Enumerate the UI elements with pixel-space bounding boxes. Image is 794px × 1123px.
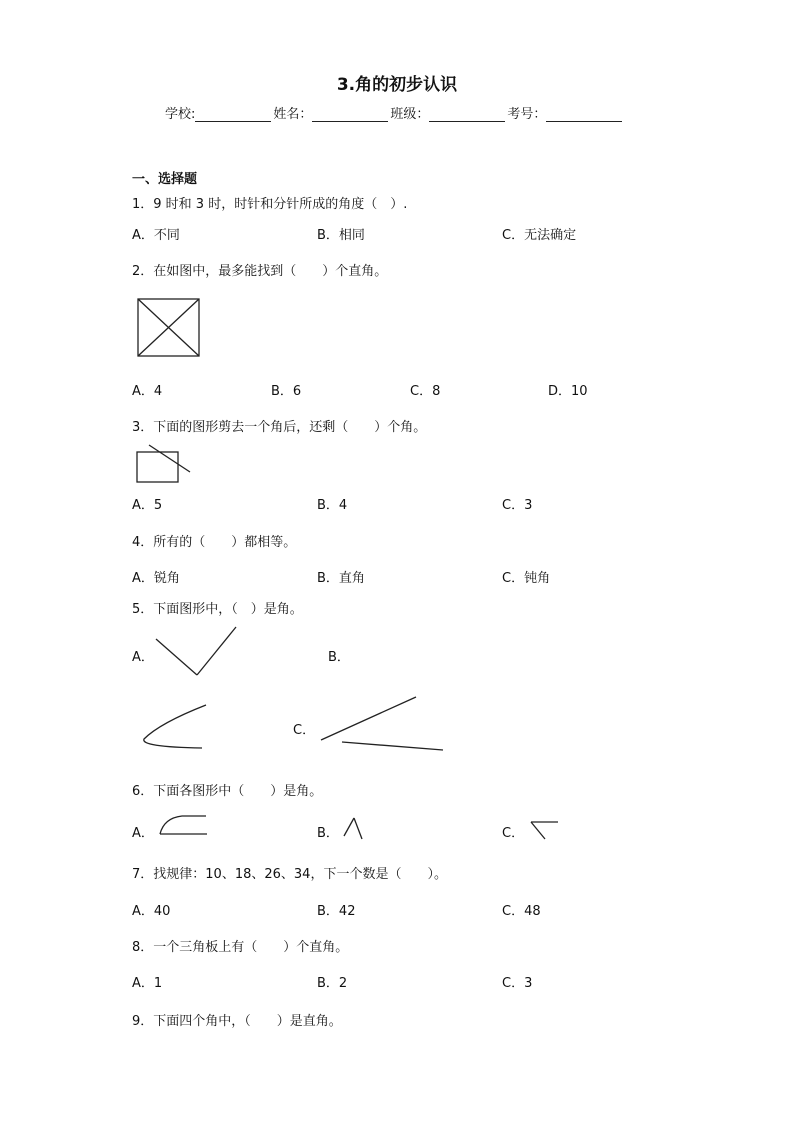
q2-option-d[interactable]: D．10: [548, 384, 588, 399]
q1-option-c[interactable]: C．无法确定: [502, 228, 577, 243]
q3-option-a[interactable]: A．5: [132, 498, 163, 513]
school-blank[interactable]: [195, 108, 271, 122]
question-2-text: 2．在如图中，最多能找到（ ）个直角。: [132, 264, 388, 279]
question-5-text: 5．下面图形中，（ ）是角。: [132, 602, 303, 617]
q3-option-b[interactable]: B．4: [317, 498, 348, 513]
class-blank[interactable]: [429, 108, 505, 122]
question-3-text: 3．下面的图形剪去一个角后，还剩（ ）个角。: [132, 420, 427, 435]
q2-option-b[interactable]: B．6: [271, 384, 302, 399]
class-label: 班级：: [390, 107, 430, 122]
q4-option-b[interactable]: B．直角: [317, 571, 365, 586]
q6-option-a[interactable]: A．: [132, 826, 154, 841]
q4-option-a[interactable]: A．锐角: [132, 571, 180, 586]
q7-option-b[interactable]: B．42: [317, 904, 356, 919]
q6-curved-corner-figure: [158, 814, 210, 838]
q5-angle-figure-a: [155, 626, 239, 678]
q8-option-a[interactable]: A．1: [132, 976, 163, 991]
question-8-text: 8．一个三角板上有（ ）个直角。: [132, 940, 349, 955]
q2-option-a[interactable]: A．4: [132, 384, 163, 399]
q5-option-b[interactable]: B．: [328, 650, 350, 665]
q8-option-c[interactable]: C．3: [502, 976, 533, 991]
question-6-text: 6．下面各图形中（ ）是角。: [132, 784, 323, 799]
student-info-line: [165, 103, 624, 122]
q5-option-a[interactable]: A．: [132, 650, 154, 665]
exam-no-label: 考号：: [507, 107, 547, 122]
school-label: 学校:: [165, 107, 196, 122]
name-label: 姓名：: [273, 107, 313, 122]
section-heading: 一、选择题: [132, 172, 198, 187]
exam-no-blank[interactable]: [546, 108, 622, 122]
q6-angle-figure: [342, 815, 366, 841]
q7-option-a[interactable]: A．40: [132, 904, 171, 919]
question-4-text: 4．所有的（ ）都相等。: [132, 535, 297, 550]
rectangle-cut-line-figure: [136, 444, 196, 486]
q1-option-a[interactable]: A．不同: [132, 228, 180, 243]
q6-corner-figure: [529, 819, 561, 843]
q7-option-c[interactable]: C．48: [502, 904, 541, 919]
q8-option-b[interactable]: B．2: [317, 976, 348, 991]
q6-option-b[interactable]: B．: [317, 826, 339, 841]
q5-curved-figure: [140, 703, 208, 751]
q5-open-lines-figure: [318, 696, 446, 754]
q4-option-c[interactable]: C．钝角: [502, 571, 551, 586]
q2-option-c[interactable]: C．8: [410, 384, 441, 399]
square-with-diagonals-figure: [137, 298, 201, 358]
question-7-text: 7．找规律：10、18、26、34，下一个数是（ ）。: [132, 867, 447, 882]
question-9-text: 9．下面四个角中，（ ）是直角。: [132, 1014, 342, 1029]
q6-option-c[interactable]: C．: [502, 826, 525, 841]
q5-option-c[interactable]: C．: [293, 723, 316, 738]
question-1-text: 1．9 时和 3 时，时针和分针所成的角度（ ）.: [132, 197, 408, 212]
q1-option-b[interactable]: B．相同: [317, 228, 365, 243]
q3-option-c[interactable]: C．3: [502, 498, 533, 513]
name-blank[interactable]: [312, 108, 388, 122]
page-title: 3.角的初步认识: [336, 75, 458, 95]
